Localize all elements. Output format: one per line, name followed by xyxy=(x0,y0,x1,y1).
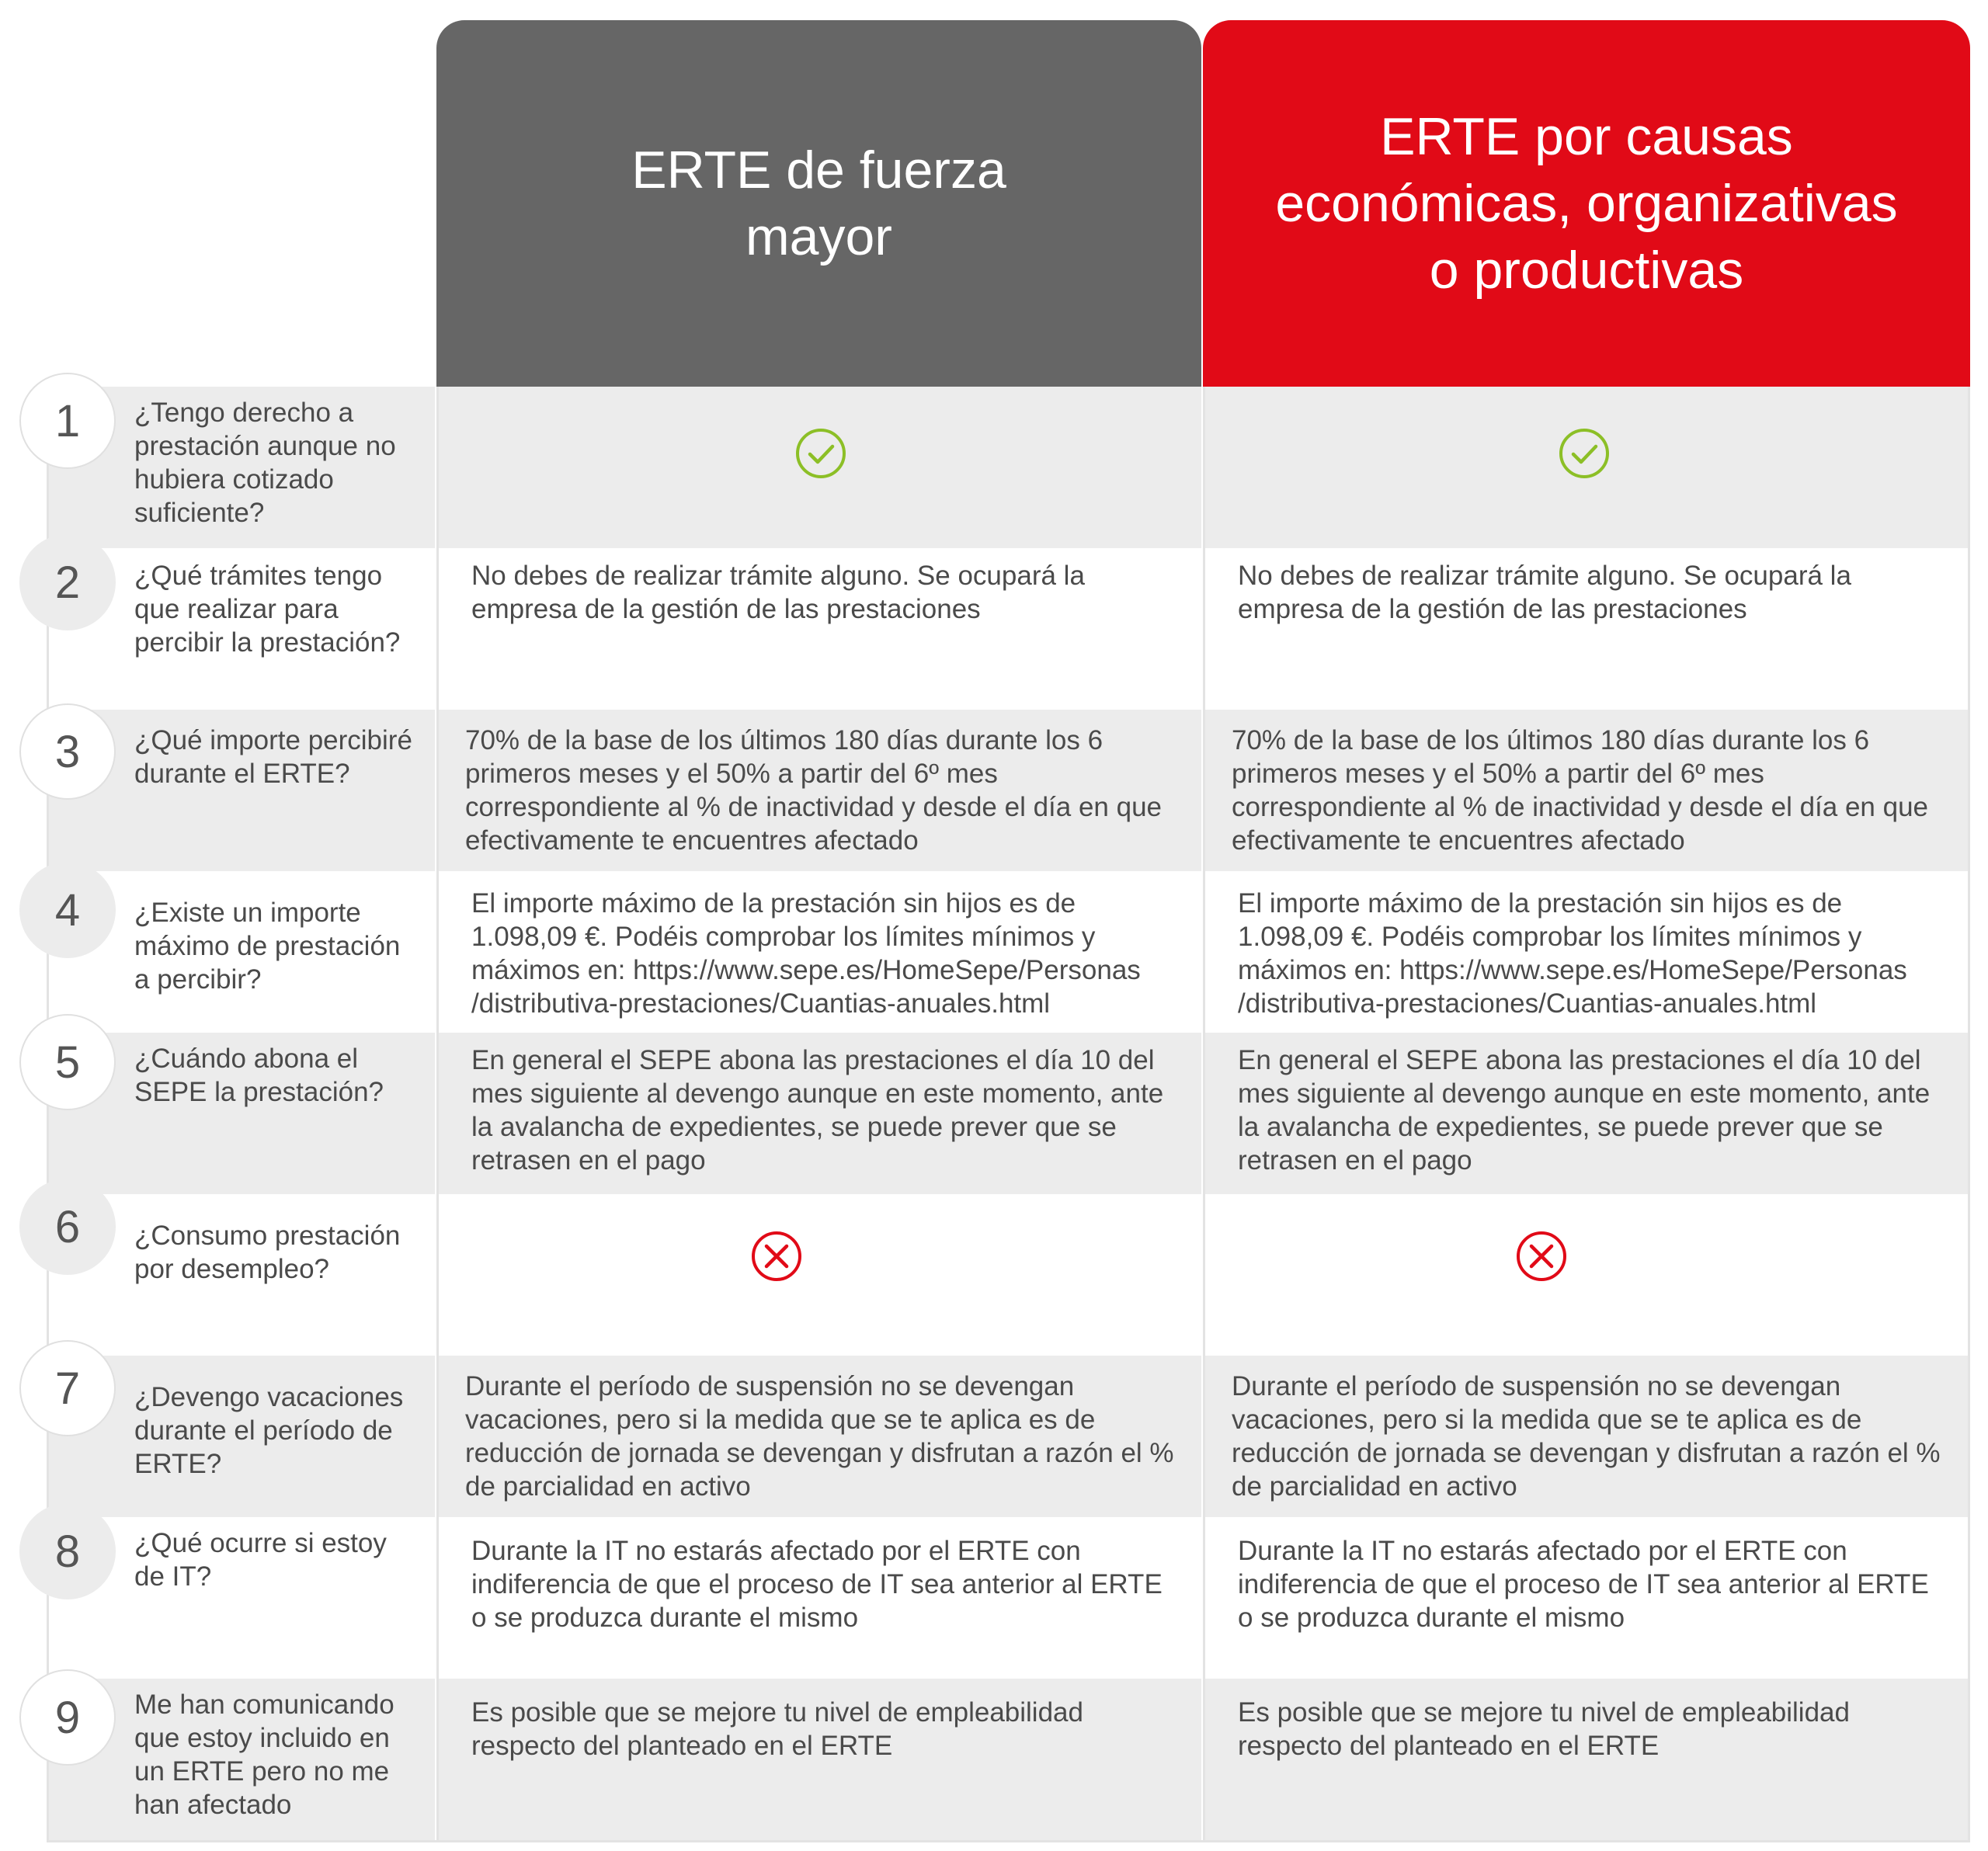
question: ¿Qué importe percibiré durante el ERTE? xyxy=(134,725,412,789)
answer-fuerza-mayor: Durante la IT no estarás afectado por el ERTE con indiferencia de que el proceso de IT sea anterior al ERTE o se produzca durante el mismo xyxy=(471,1536,1163,1633)
answer-fuerza-mayor: Durante el período de suspensión no se devengan vacaciones, pero si la medida que se te aplica es de reducción de jornada se devengan y disfrutan a razón el % de parcialidad en activo xyxy=(465,1371,1174,1502)
row-number: 6 xyxy=(19,1179,116,1275)
row-number: 3 xyxy=(19,703,116,800)
table-row xyxy=(47,1356,1970,1517)
table-row xyxy=(47,1194,1970,1356)
row-number: 9 xyxy=(19,1669,116,1766)
x-circle-icon xyxy=(1514,1229,1569,1283)
question: ¿Consumo prestación por desempleo? xyxy=(134,1221,401,1284)
table-bottom-border xyxy=(47,1840,1970,1842)
question: ¿Tengo derecho a prestación aunque no hubiera cotizado suficiente? xyxy=(134,398,396,528)
header-fuerza-mayor: ERTE de fuerza mayor xyxy=(436,20,1201,387)
row-number: 5 xyxy=(19,1014,116,1110)
answer-fuerza-mayor: 70% de la base de los últimos 180 días durante los 6 primeros meses y el 50% a partir del 6º mes correspondiente al % de inactividad y desde el día en que efectivamente te encuentres afectado xyxy=(465,725,1162,856)
table-row xyxy=(47,871,1970,1033)
question: ¿Existe un importe máximo de prestación a percibir? xyxy=(134,898,401,995)
row-number: 4 xyxy=(19,862,116,958)
x-circle-icon xyxy=(749,1229,804,1283)
row-number: 7 xyxy=(19,1340,116,1436)
answer-causas-etop: Es posible que se mejore tu nivel de empleabilidad respecto del planteado en el ERTE xyxy=(1238,1697,1850,1761)
question: ¿Cuándo abona el SEPE la prestación? xyxy=(134,1044,384,1107)
table-row xyxy=(47,710,1970,871)
answer-causas-etop: En general el SEPE abona las prestaciones el día 10 del mes siguiente al devengo aunque en este momento, ante la avalancha de expedientes, se puede prever que se retrasen en el pago xyxy=(1238,1045,1931,1176)
answer-causas-etop: Durante el período de suspensión no se devengan vacaciones, pero si la medida que se te aplica es de reducción de jornada se devengan y disfrutan a razón el % de parcialidad en activo xyxy=(1232,1371,1941,1502)
answer-fuerza-mayor: No debes de realizar trámite alguno. Se ocupará la empresa de la gestión de las prestaciones xyxy=(471,561,1085,624)
question: ¿Qué trámites tengo que realizar para percibir la prestación? xyxy=(134,561,401,658)
table-row xyxy=(47,548,1970,710)
header-causas-etop: ERTE por causas económicas, organizativas o productivas xyxy=(1203,20,1970,387)
answer-fuerza-mayor: En general el SEPE abona las prestaciones el día 10 del mes siguiente al devengo aunque en este momento, ante la avalancha de expedientes, se puede prever que se retrasen en el pago xyxy=(471,1045,1164,1176)
question: ¿Qué ocurre si estoy de IT? xyxy=(134,1528,387,1592)
table-row xyxy=(47,1033,1970,1194)
answer-fuerza-mayor: Es posible que se mejore tu nivel de empleabilidad respecto del planteado en el ERTE xyxy=(471,1697,1083,1761)
answer-causas-etop: No debes de realizar trámite alguno. Se ocupará la empresa de la gestión de las prestaciones xyxy=(1238,561,1851,624)
table-row xyxy=(47,387,1970,548)
table-row xyxy=(47,1679,1970,1840)
row-number: 1 xyxy=(19,373,116,469)
answer-causas-etop: Durante la IT no estarás afectado por el ERTE con indiferencia de que el proceso de IT sea anterior al ERTE o se produzca durante el mismo xyxy=(1238,1536,1929,1633)
answer-causas-etop: El importe máximo de la prestación sin hijos es de 1.098,09 €. Podéis comprobar los límites mínimos y máximos en: https://www.sepe.es/HomeSepe/Personas /distributiva-prestaciones/Cuantias-anuales.html xyxy=(1238,888,1907,1019)
question: ¿Devengo vacaciones durante el período de ERTE? xyxy=(134,1382,404,1479)
table-row xyxy=(47,1517,1970,1679)
answer-causas-etop: 70% de la base de los últimos 180 días durante los 6 primeros meses y el 50% a partir del 6º mes correspondiente al % de inactividad y desde el día en que efectivamente te encuentres afectado xyxy=(1232,725,1928,856)
check-circle-icon xyxy=(794,426,848,481)
check-circle-icon xyxy=(1557,426,1611,481)
answer-fuerza-mayor: El importe máximo de la prestación sin hijos es de 1.098,09 €. Podéis comprobar los límites mínimos y máximos en: https://www.sepe.es/HomeSepe/Personas /distributiva-prestaciones/Cuantias-anuales.html xyxy=(471,888,1141,1019)
row-number: 2 xyxy=(19,534,116,630)
row-number: 8 xyxy=(19,1503,116,1599)
question: Me han comunicando que estoy incluido en un ERTE pero no me han afectado xyxy=(134,1690,394,1820)
